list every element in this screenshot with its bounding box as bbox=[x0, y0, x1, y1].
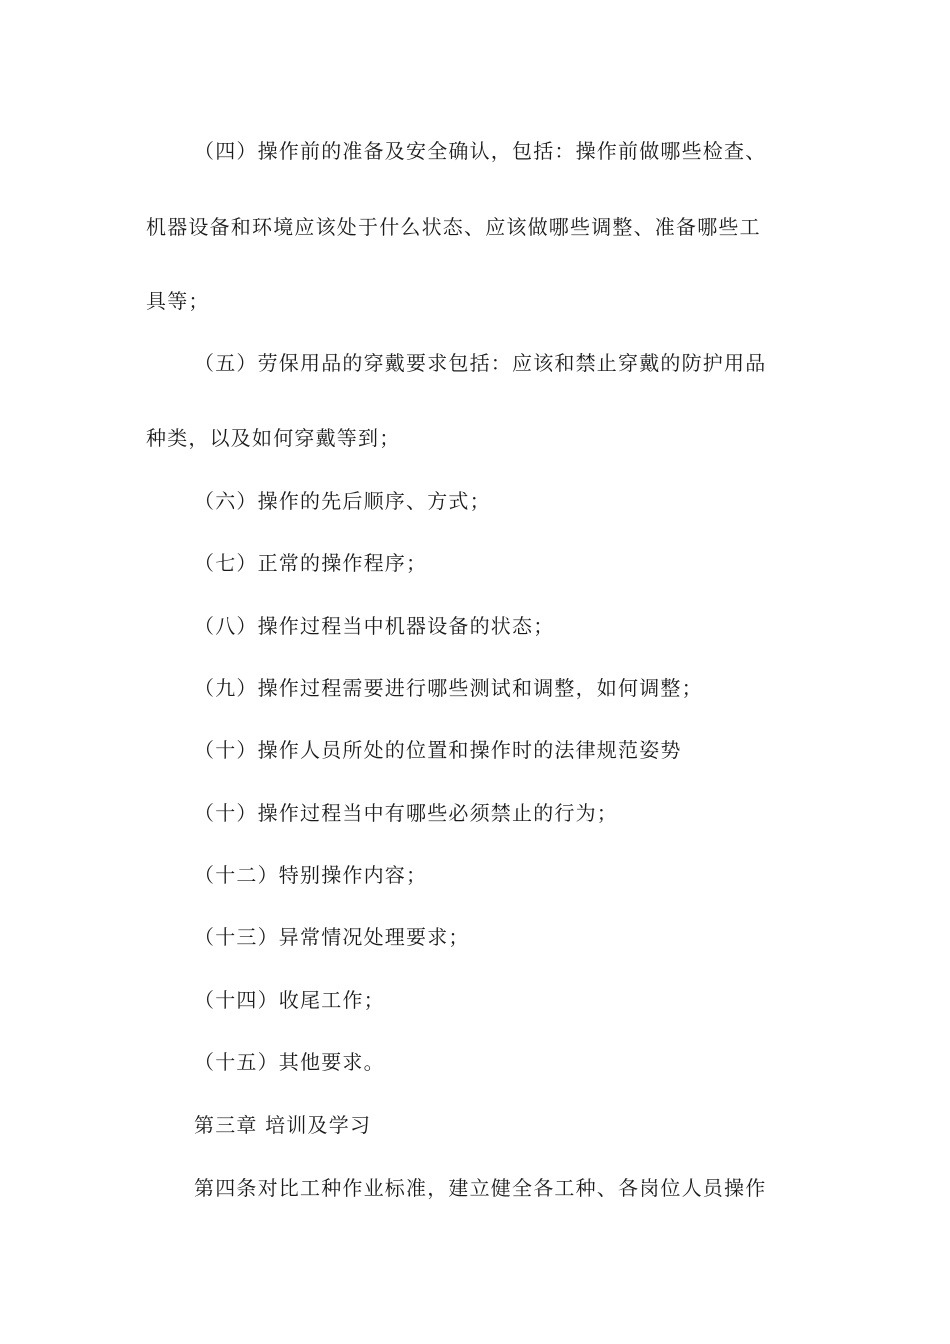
paragraph-line: （五）劳保用品的穿戴要求包括：应该和禁止穿戴的防护用品 bbox=[194, 351, 767, 375]
list-item: （十）操作人员所处的位置和操作时的法律规范姿势 bbox=[194, 738, 682, 762]
paragraph-line: 第四条对比工种作业标准，建立健全各工种、各岗位人员操作 bbox=[194, 1176, 767, 1200]
list-item: （十五）其他要求。 bbox=[194, 1050, 385, 1074]
paragraph-line: 种类，以及如何穿戴等到； bbox=[146, 426, 401, 450]
list-item: （八）操作过程当中机器设备的状态； bbox=[194, 614, 555, 638]
list-item: （十四）收尾工作； bbox=[194, 988, 385, 1012]
list-item: （十）操作过程当中有哪些必须禁止的行为； bbox=[194, 801, 618, 825]
paragraph-line: （四）操作前的准备及安全确认，包括：操作前做哪些检查、 bbox=[194, 139, 767, 163]
list-item: （九）操作过程需要进行哪些测试和调整，如何调整； bbox=[194, 676, 703, 700]
list-item: （七）正常的操作程序； bbox=[194, 551, 428, 575]
list-item: （十二）特别操作内容； bbox=[194, 863, 428, 887]
paragraph-line: 机器设备和环境应该处于什么状态、应该做哪些调整、准备哪些工 bbox=[146, 215, 761, 239]
chapter-heading: 第三章 培训及学习 bbox=[194, 1113, 372, 1137]
list-item: （六）操作的先后顺序、方式； bbox=[194, 489, 491, 513]
list-item: （十三）异常情况处理要求； bbox=[194, 925, 470, 949]
paragraph-line: 具等； bbox=[146, 289, 210, 313]
